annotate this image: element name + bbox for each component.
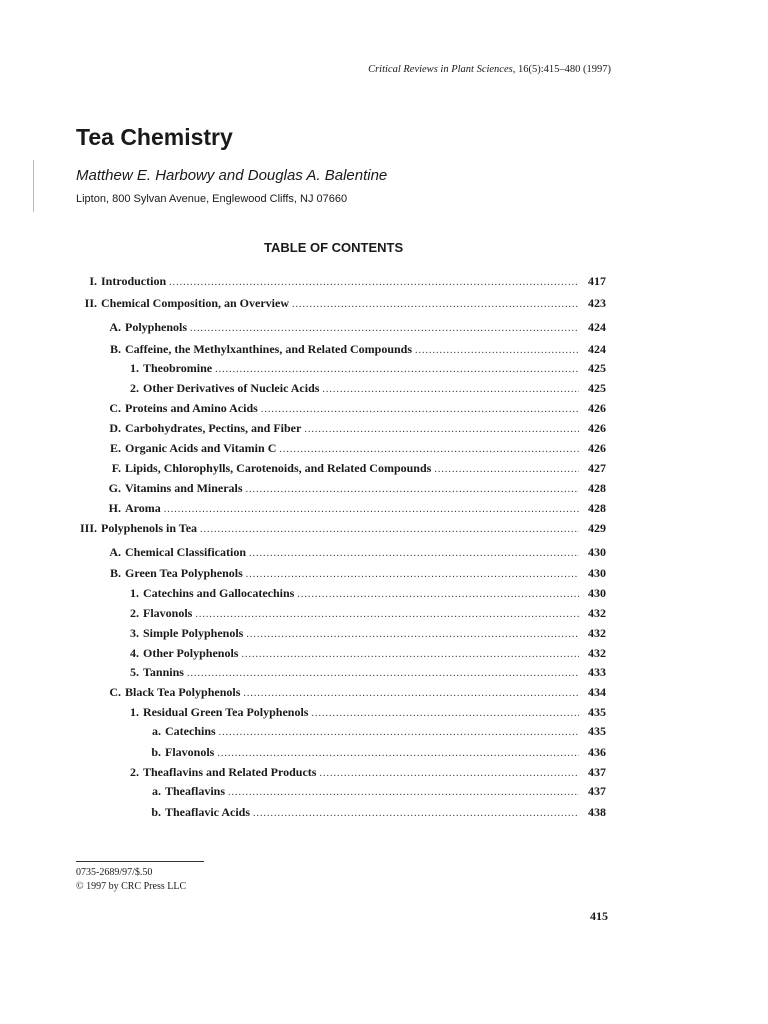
toc-leader-dots	[246, 566, 579, 584]
toc-leader-dots	[219, 724, 579, 742]
toc-leader-dots	[164, 501, 579, 519]
margin-mark	[33, 160, 34, 212]
toc-entry-number: C.	[109, 685, 121, 699]
toc-entry-label: Lipids, Chlorophylls, Carotenoids, and Related Compounds	[125, 461, 432, 475]
toc-entry	[121, 624, 606, 642]
toc-entry-page: 432	[588, 626, 606, 640]
toc-leader-dots	[241, 646, 579, 664]
toc-leader-dots	[228, 784, 579, 802]
toc-entry-page: 428	[588, 501, 606, 515]
toc-leader-dots	[253, 805, 579, 823]
toc-entry-page: 432	[588, 606, 606, 620]
toc-entry	[121, 763, 606, 781]
toc-entry-label: Polyphenols in Tea	[101, 521, 198, 535]
toc-entry-page: 436	[588, 745, 606, 759]
toc-entry-page: 430	[588, 566, 606, 580]
toc-entry	[101, 479, 606, 497]
toc-leader-dots	[195, 606, 579, 624]
toc-leader-dots	[311, 705, 579, 723]
toc-entry-number: 2.	[130, 381, 139, 395]
toc-entry	[121, 359, 606, 377]
toc-entry	[101, 543, 606, 561]
toc-entry	[121, 644, 606, 662]
toc-entry-page: 438	[588, 805, 606, 819]
toc-entry	[143, 803, 606, 821]
toc-entry-label: Vitamins and Minerals	[125, 481, 243, 495]
toc-entry-label: Chemical Composition, an Overview	[101, 296, 289, 310]
toc-leader-dots	[304, 421, 579, 439]
toc-leader-dots	[243, 685, 579, 703]
toc-entry-number: 1.	[130, 586, 139, 600]
toc-entry-page: 425	[588, 361, 606, 375]
toc-entry-number: G.	[108, 481, 121, 495]
toc-entry-number: 3.	[130, 626, 139, 640]
toc-entry-number: 1.	[130, 361, 139, 375]
toc-entry-number: A.	[109, 320, 121, 334]
toc-entry-label: Aroma	[125, 501, 161, 515]
toc-entry-label: Organic Acids and Vitamin C	[125, 441, 277, 455]
toc-entry-label: Theaflavins	[165, 784, 226, 798]
toc-heading: TABLE OF CONTENTS	[264, 240, 404, 255]
toc-leader-dots	[279, 441, 579, 459]
toc-leader-dots	[217, 745, 579, 763]
toc-entry	[71, 519, 606, 537]
toc-entry-label: Other Polyphenols	[143, 646, 239, 660]
journal-citation	[368, 64, 611, 75]
toc-entry	[101, 419, 606, 437]
toc-leader-dots	[246, 481, 579, 499]
toc-entry	[101, 340, 606, 358]
toc-leader-dots	[215, 361, 579, 379]
toc-entry-number: a.	[152, 724, 161, 738]
toc-entry-page: 430	[588, 545, 606, 559]
toc-entry-label: Carbohydrates, Pectins, and Fiber	[125, 421, 302, 435]
toc-entry	[101, 499, 606, 517]
toc-entry-label: Proteins and Amino Acids	[125, 401, 258, 415]
toc-leader-dots	[434, 461, 579, 479]
toc-entry-page: 426	[588, 441, 606, 455]
toc-entry-label: Chemical Classification	[125, 545, 246, 559]
toc-entry	[143, 722, 606, 740]
toc-entry-label: Flavonols	[165, 745, 215, 759]
toc-entry-label: Caffeine, the Methylxanthines, and Related Compounds	[125, 342, 413, 356]
toc-entry-page: 424	[588, 342, 606, 356]
toc-entry-label: Other Derivatives of Nucleic Acids	[143, 381, 320, 395]
toc-leader-dots	[246, 626, 579, 644]
toc-entry-label: Catechins	[165, 724, 216, 738]
toc-leader-dots	[319, 765, 579, 783]
toc-leader-dots	[292, 296, 579, 314]
toc-entry-number: F.	[111, 461, 121, 475]
toc-entry-page: 434	[588, 685, 606, 699]
toc-entry-number: B.	[109, 566, 121, 580]
toc-entry	[101, 439, 606, 457]
toc-entry-page: 430	[588, 586, 606, 600]
toc-entry	[121, 604, 606, 622]
toc-entry-page: 423	[588, 296, 606, 310]
toc-leader-dots	[200, 521, 579, 539]
toc-entry-number: D.	[109, 421, 121, 435]
toc-entry	[143, 743, 606, 761]
toc-entry-page: 426	[588, 401, 606, 415]
toc-entry-label: Theaflavic Acids	[165, 805, 251, 819]
journal-name: Critical Reviews in Plant Sciences,	[368, 64, 516, 75]
toc-entry	[121, 584, 606, 602]
footnote	[76, 866, 186, 894]
toc-entry-label: Catechins and Gallocatechins	[143, 586, 295, 600]
journal-volume-pages: 16(5):415–480 (1997)	[517, 64, 611, 75]
toc-entry-page: 437	[588, 765, 606, 779]
toc-leader-dots	[322, 381, 579, 399]
footnote-rule	[76, 861, 204, 862]
toc-entry-number: C.	[109, 401, 121, 415]
toc-entry-page: 432	[588, 646, 606, 660]
toc-entry-page: 428	[588, 481, 606, 495]
toc-entry-page: 426	[588, 421, 606, 435]
toc-entry-number: E.	[109, 441, 121, 455]
toc-entry	[101, 318, 606, 336]
toc-entry-label: Flavonols	[143, 606, 193, 620]
toc-entry-label: Theobromine	[143, 361, 213, 375]
toc-entry	[121, 703, 606, 721]
toc-entry-page: 435	[588, 724, 606, 738]
toc-entry-label: Green Tea Polyphenols	[125, 566, 243, 580]
toc-entry-page: 435	[588, 705, 606, 719]
toc-entry-number: b.	[151, 805, 161, 819]
toc-entry-number: b.	[151, 745, 161, 759]
toc-entry-number: I.	[89, 274, 97, 288]
toc-entry-page: 417	[588, 274, 606, 288]
article-authors: Matthew E. Harbowy and Douglas A. Balentine	[76, 167, 388, 184]
toc-leader-dots	[169, 274, 579, 292]
toc-entry-page: 424	[588, 320, 606, 334]
toc-entry	[101, 399, 606, 417]
article-title: Tea Chemistry	[76, 124, 233, 150]
toc-entry-label: Polyphenols	[125, 320, 188, 334]
toc-entry-number: B.	[109, 342, 121, 356]
toc-entry-page: 433	[588, 665, 606, 679]
toc-entry-label: Residual Green Tea Polyphenols	[143, 705, 309, 719]
toc-leader-dots	[297, 586, 579, 604]
toc-entry-label: Introduction	[101, 274, 167, 288]
toc-entry-number: 2.	[130, 765, 139, 779]
toc-entry-page: 429	[588, 521, 606, 535]
toc-leader-dots	[261, 401, 579, 419]
toc-entry-page: 425	[588, 381, 606, 395]
toc-entry-number: 2.	[130, 606, 139, 620]
toc-leader-dots	[249, 545, 579, 563]
issn-code: 0735-2689/97/$.50	[76, 867, 153, 878]
toc-entry-number: 4.	[130, 646, 139, 660]
toc-entry	[101, 564, 606, 582]
toc-leader-dots	[187, 665, 579, 683]
toc-entry-page: 427	[588, 461, 606, 475]
toc-entry	[71, 294, 606, 312]
toc-entry	[101, 683, 606, 701]
toc-entry-label: Theaflavins and Related Products	[143, 765, 317, 779]
toc-entry-number: II.	[84, 296, 97, 310]
toc-entry	[101, 459, 606, 477]
toc-entry	[121, 663, 606, 681]
copyright-notice: © 1997 by CRC Press LLC	[76, 881, 187, 892]
toc-leader-dots	[190, 320, 579, 338]
toc-leader-dots	[415, 342, 579, 360]
toc-entry-label: Tannins	[143, 665, 184, 679]
toc-entry-number: III.	[79, 521, 97, 535]
toc-entry-number: a.	[152, 784, 161, 798]
page-number: 415	[590, 909, 608, 923]
author-affiliation: Lipton, 800 Sylvan Avenue, Englewood Cliffs, NJ 07660	[76, 193, 348, 205]
toc-entry	[121, 379, 606, 397]
toc-entry-label: Simple Polyphenols	[143, 626, 244, 640]
toc-entry-label: Black Tea Polyphenols	[125, 685, 241, 699]
toc-entry-number: H.	[108, 501, 121, 515]
toc-entry-number: 1.	[130, 705, 139, 719]
toc-entry-number: 5.	[130, 665, 139, 679]
toc-entry	[71, 272, 606, 290]
toc-entry-page: 437	[588, 784, 606, 798]
toc-entry	[143, 782, 606, 800]
toc-entry-number: A.	[109, 545, 121, 559]
